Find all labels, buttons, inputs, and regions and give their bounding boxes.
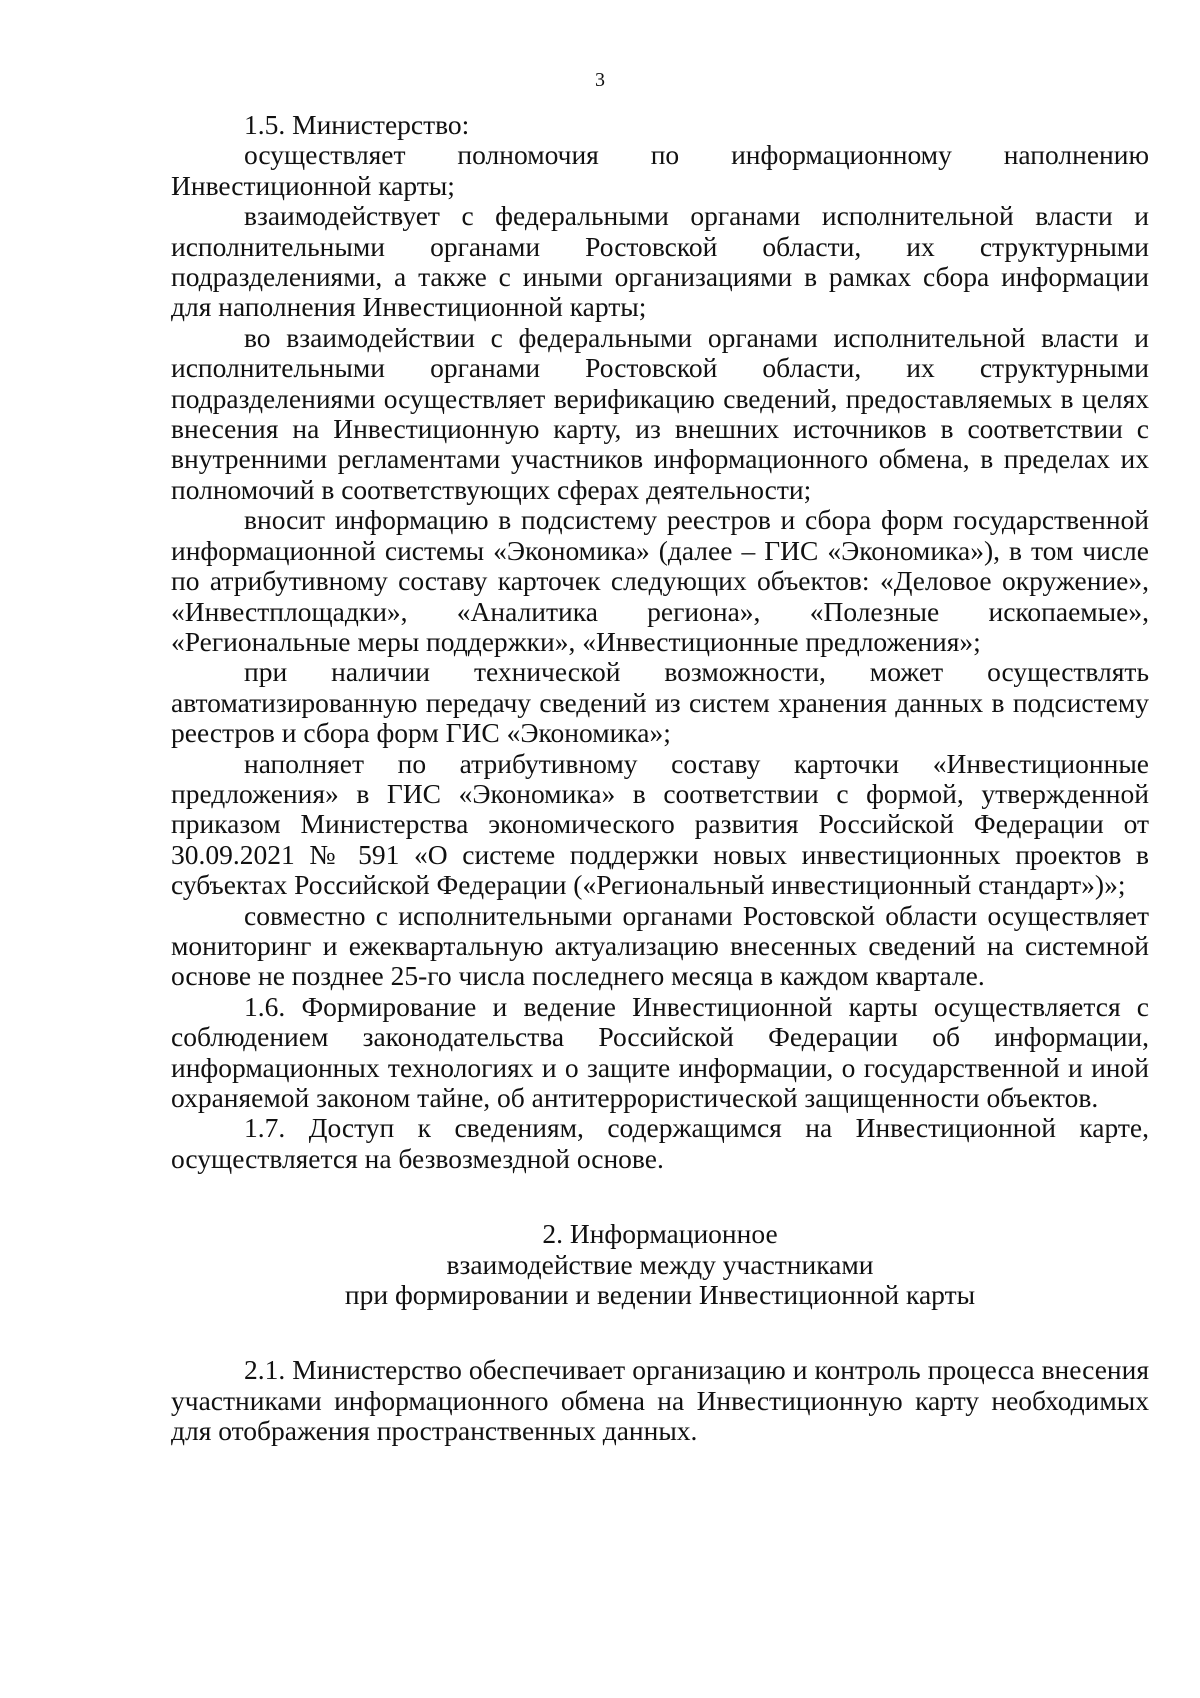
section-heading-line-2: взаимодействие между участниками [446, 1248, 874, 1280]
paragraph-1-7: 1.7. Доступ к сведениям, содержащимся на Инвестиционной карте, осуществляется на безвозмездной основе. [171, 1112, 1149, 1174]
page-number: 3 [595, 69, 605, 91]
section-heading-line-1: 2. Информационное [542, 1218, 778, 1250]
spacer [171, 1174, 1149, 1219]
paragraph-authority-info-filling: осуществляет полномочия по информационному наполнению Инвестиционной карты; [171, 139, 1149, 201]
paragraph-interaction-federal: взаимодействует с федеральными органами исполнительной власти и исполнительными органами Ростовской области, их структурными подразделениями, а также с иными организациями в рамках сбора информации для наполнения Инвестиционной карты; [171, 200, 1149, 323]
paragraph-investment-proposals: наполняет по атрибутивному составу карточки «Инвестиционные предложения» в ГИС «Экономика» в соответствии с формой, утвержденной приказом Министерства экономического развития Российской Федерации от 30.09.2021 № 591 «О системе поддержки новых инвестиционных проектов в субъектах Российской Федерации («Региональный инвестиционный стандарт»)»; [171, 747, 1149, 901]
paragraph-2-1: 2.1. Министерство обеспечивает организацию и контроль процесса внесения участниками информационного обмена на Инвестиционную карту необходимых для отображения пространственных данных. [171, 1354, 1149, 1447]
section-heading-line-3: при формировании и ведении Инвестиционной карты [344, 1279, 976, 1311]
paragraph-1-6: 1.6. Формирование и ведение Инвестиционной карты осуществляется с соблюдением законодательства Российской Федерации об информации, информационных технологиях и о защите информации, о государственной и иной охраняемой законом тайне, об антитеррористической защищенности объектов. [171, 990, 1149, 1113]
paragraph-1-5: 1.5. Министерство: [244, 109, 470, 140]
spacer [171, 1310, 1149, 1355]
paragraph-automated-transfer: при наличии технической возможности, может осуществлять автоматизированную передачу сведений из систем хранения данных в подсистему реестров и сбора форм ГИС «Экономика»; [171, 656, 1149, 749]
paragraph-gis-economy-input: вносит информацию в подсистему реестров и сбора форм государственной информационной системы «Экономика» (далее – ГИС «Экономика»), в том числе по атрибутивному составу карточек следующих объектов: «Деловое окружение», «Инвестплощадки», «Аналитика региона», «Полезные ископаемые», «Региональные меры поддержки», «Инвестиционные предложения»; [171, 504, 1149, 657]
paragraph-monitoring: совместно с исполнительными органами Ростовской области осуществляет мониторинг и ежеквартальную актуализацию внесенных сведений на системной основе не позднее 25-го числа последнего месяца в каждом квартале. [171, 899, 1149, 992]
document-body [171, 110, 1149, 1447]
paragraph-verification: во взаимодействии с федеральными органами исполнительной власти и исполнительными органами Ростовской области, их структурными подразделениями осуществляет верификацию сведений, предоставляемых в целях внесения на Инвестиционную карту, из внешних источников в соответствии с внутренними регламентами участников информационного обмена, в пределах их полномочий в соответствующих сферах деятельности; [171, 321, 1149, 505]
